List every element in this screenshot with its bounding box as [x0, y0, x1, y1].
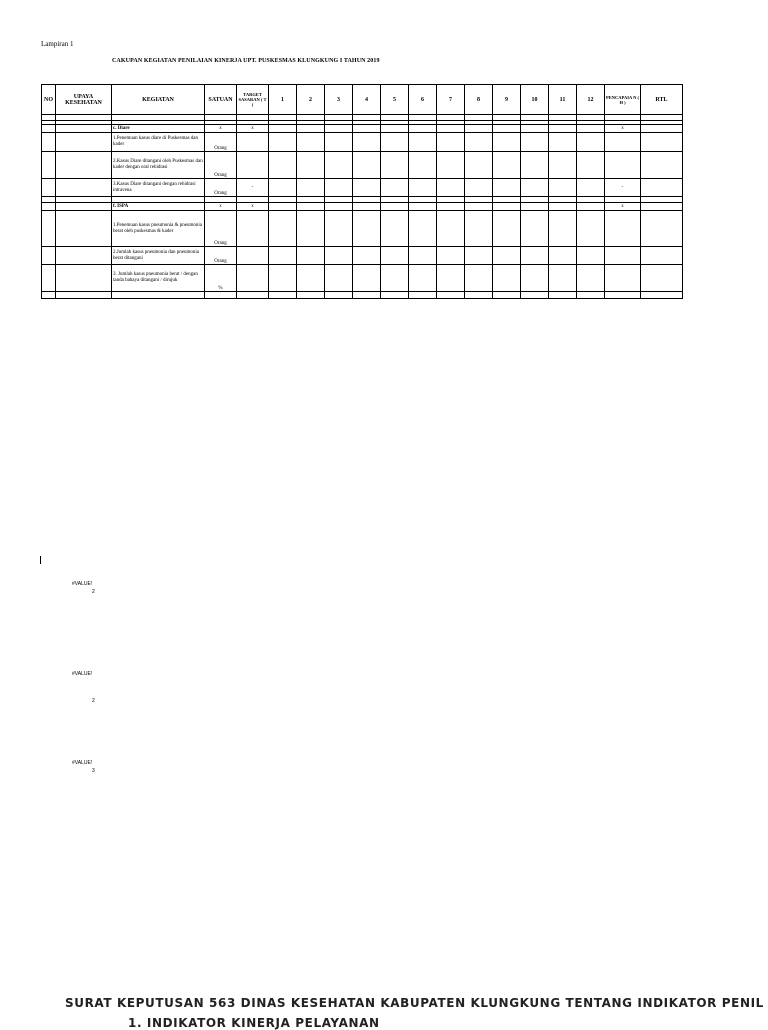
- cell-target: x: [237, 125, 269, 133]
- value-error-3: #VALUE!: [72, 760, 93, 766]
- cell-target: [237, 247, 269, 265]
- cell-rtl: [641, 247, 683, 265]
- cell-month-5: [381, 265, 409, 292]
- table-cell: [409, 292, 437, 299]
- cell-pencapaian: x: [605, 125, 641, 133]
- header-month-6: 6: [409, 85, 437, 115]
- cell-month-1: [269, 179, 297, 197]
- cell-upaya: [56, 247, 112, 265]
- cell-month-11: [549, 247, 577, 265]
- cell-month-1: [269, 247, 297, 265]
- cell-satuan: Orang: [205, 179, 237, 197]
- cell-month-8: [465, 133, 493, 152]
- cell-month-7: [437, 179, 465, 197]
- value-error-1: #VALUE!: [72, 581, 93, 587]
- table-header-row: [42, 85, 683, 115]
- cell-month-2: [297, 152, 325, 179]
- cell-month-1: [269, 133, 297, 152]
- table-cell: [641, 292, 683, 299]
- cell-pencapaian: [605, 211, 641, 247]
- table-cell: [437, 292, 465, 299]
- cell-month-5: [381, 179, 409, 197]
- header-month-11: 11: [549, 85, 577, 115]
- cell-no: [42, 265, 56, 292]
- cell-month-9: [493, 211, 521, 247]
- cell-upaya: [56, 211, 112, 247]
- cell-kegiatan: 2.Jumlah kasus pneumonia dan pneumonia berat ditangani: [112, 247, 205, 265]
- cell-no: [42, 211, 56, 247]
- header-month-1: 1: [269, 85, 297, 115]
- header-upaya: UPAYA KESEHATAN: [56, 85, 112, 115]
- header-month-2: 2: [297, 85, 325, 115]
- cell-target: [237, 211, 269, 247]
- cell-pencapaian: [605, 265, 641, 292]
- value-number-3: 3: [92, 768, 95, 774]
- cell-month-6: [409, 152, 437, 179]
- cell-satuan: %: [205, 265, 237, 292]
- cell-month-7: [437, 203, 465, 211]
- cell-month-2: [297, 211, 325, 247]
- cell-month-7: [437, 247, 465, 265]
- cell-month-10: [521, 125, 549, 133]
- header-month-10: 10: [521, 85, 549, 115]
- cell-month-12: [577, 152, 605, 179]
- cell-month-3: [325, 265, 353, 292]
- cell-no: [42, 125, 56, 133]
- header-month-8: 8: [465, 85, 493, 115]
- cell-pencapaian: [605, 133, 641, 152]
- cell-month-8: [465, 211, 493, 247]
- cell-rtl: [641, 152, 683, 179]
- cell-month-3: [325, 247, 353, 265]
- table-row: [42, 125, 683, 133]
- cell-target: [237, 133, 269, 152]
- value-number-2: 2: [92, 698, 95, 704]
- cell-satuan: Orang: [205, 211, 237, 247]
- cell-month-4: [353, 265, 381, 292]
- cell-no: [42, 179, 56, 197]
- table-row: [42, 152, 683, 179]
- table-row: [42, 247, 683, 265]
- footer-subtitle: 1. INDIKATOR KINERJA PELAYANAN: [128, 1016, 380, 1030]
- cell-month-6: [409, 133, 437, 152]
- cell-month-6: [409, 211, 437, 247]
- cell-month-1: [269, 203, 297, 211]
- cell-rtl: [641, 211, 683, 247]
- cell-kegiatan: 3. Jumlah kasus pneumonia berat / dengan tanda bahaya ditangani / dirujuk: [112, 265, 205, 292]
- cell-month-4: [353, 179, 381, 197]
- cell-upaya: [56, 265, 112, 292]
- cell-month-4: [353, 247, 381, 265]
- table-cell: [42, 292, 56, 299]
- cell-kegiatan: 2.Kasus Diare ditangani oleh Puskesmas dan kader dengan oral rehidrasi: [112, 152, 205, 179]
- cell-satuan: Orang: [205, 152, 237, 179]
- cell-month-12: [577, 265, 605, 292]
- cell-month-9: [493, 133, 521, 152]
- cell-month-6: [409, 203, 437, 211]
- cell-upaya: [56, 152, 112, 179]
- cell-month-3: [325, 152, 353, 179]
- cell-upaya: [56, 125, 112, 133]
- header-rtl: RTL: [641, 85, 683, 115]
- table-cell: [297, 292, 325, 299]
- header-no: NO: [42, 85, 56, 115]
- cell-month-12: [577, 203, 605, 211]
- blank-row: [42, 292, 683, 299]
- cell-pencapaian: x: [605, 203, 641, 211]
- table-row: [42, 179, 683, 197]
- table-cell: [269, 292, 297, 299]
- cell-month-11: [549, 211, 577, 247]
- cell-kegiatan: 1.Penemuan kasus diare di Puskesmas dan kader: [112, 133, 205, 152]
- cell-month-5: [381, 211, 409, 247]
- cell-month-9: [493, 247, 521, 265]
- cell-month-6: [409, 125, 437, 133]
- header-target: TARGET SASARAN ( T ): [237, 85, 269, 115]
- cell-pencapaian: [605, 152, 641, 179]
- header-kegiatan: KEGIATAN: [112, 85, 205, 115]
- cell-month-6: [409, 247, 437, 265]
- cell-month-5: [381, 152, 409, 179]
- cell-month-8: [465, 152, 493, 179]
- cell-month-11: [549, 125, 577, 133]
- header-month-12: 12: [577, 85, 605, 115]
- cell-month-3: [325, 179, 353, 197]
- cell-month-9: [493, 125, 521, 133]
- cell-month-3: [325, 133, 353, 152]
- header-month-7: 7: [437, 85, 465, 115]
- cell-month-8: [465, 265, 493, 292]
- cell-target: -: [237, 179, 269, 197]
- table-cell: [381, 292, 409, 299]
- cell-month-7: [437, 125, 465, 133]
- cell-pencapaian: -: [605, 179, 641, 197]
- table-cell: [549, 292, 577, 299]
- table-cell: [521, 292, 549, 299]
- cell-no: [42, 152, 56, 179]
- cell-month-4: [353, 133, 381, 152]
- footer-title: SURAT KEPUTUSAN 563 DINAS KESEHATAN KABUPATEN KLUNGKUNG TENTANG INDIKATOR PENIL: [65, 996, 764, 1010]
- table-cell: [325, 292, 353, 299]
- cell-month-10: [521, 211, 549, 247]
- cell-month-8: [465, 203, 493, 211]
- cell-month-7: [437, 265, 465, 292]
- table-cell: [205, 292, 237, 299]
- cell-month-2: [297, 133, 325, 152]
- cell-month-2: [297, 247, 325, 265]
- cell-month-8: [465, 125, 493, 133]
- cell-month-4: [353, 211, 381, 247]
- table-body: [42, 115, 683, 299]
- table-row: [42, 265, 683, 292]
- table-cell: [465, 292, 493, 299]
- cell-target: [237, 152, 269, 179]
- cell-satuan: Orang: [205, 133, 237, 152]
- cell-pencapaian: [605, 247, 641, 265]
- cell-month-9: [493, 179, 521, 197]
- header-month-3: 3: [325, 85, 353, 115]
- table-cell: [605, 292, 641, 299]
- cell-month-12: [577, 247, 605, 265]
- cell-upaya: [56, 179, 112, 197]
- cell-month-2: [297, 265, 325, 292]
- cell-month-12: [577, 211, 605, 247]
- cell-month-4: [353, 152, 381, 179]
- cell-month-1: [269, 125, 297, 133]
- cell-rtl: [641, 179, 683, 197]
- cell-month-5: [381, 125, 409, 133]
- cell-month-3: [325, 211, 353, 247]
- header-satuan: SATUAN: [205, 85, 237, 115]
- table-cell: [493, 292, 521, 299]
- cell-month-6: [409, 265, 437, 292]
- performance-table: [41, 84, 683, 299]
- header-month-9: 9: [493, 85, 521, 115]
- cell-rtl: [641, 265, 683, 292]
- cell-month-8: [465, 247, 493, 265]
- cell-month-4: [353, 203, 381, 211]
- table-cell: [56, 292, 112, 299]
- cell-month-11: [549, 265, 577, 292]
- header-month-5: 5: [381, 85, 409, 115]
- cell-month-7: [437, 152, 465, 179]
- cell-satuan: Orang: [205, 247, 237, 265]
- cell-month-8: [465, 179, 493, 197]
- cell-month-1: [269, 152, 297, 179]
- cell-month-12: [577, 179, 605, 197]
- cell-month-2: [297, 179, 325, 197]
- cell-month-10: [521, 247, 549, 265]
- cell-upaya: [56, 133, 112, 152]
- cell-no: [42, 203, 56, 211]
- cell-month-7: [437, 133, 465, 152]
- table-row: [42, 133, 683, 152]
- cell-upaya: [56, 203, 112, 211]
- cell-month-10: [521, 179, 549, 197]
- cell-month-11: [549, 179, 577, 197]
- cell-month-9: [493, 265, 521, 292]
- cell-month-1: [269, 211, 297, 247]
- table-row: [42, 203, 683, 211]
- cell-month-10: [521, 152, 549, 179]
- cell-month-9: [493, 152, 521, 179]
- cell-kegiatan: c. Diare: [112, 125, 205, 133]
- document-title: CAKUPAN KEGIATAN PENILAIAN KINERJA UPT. PUSKESMAS KLUNGKUNG I TAHUN 2019: [112, 58, 380, 64]
- table-row: [42, 211, 683, 247]
- cell-kegiatan: 3.Kasus Diare ditangani dengan rehidrasi intravena: [112, 179, 205, 197]
- cell-month-12: [577, 125, 605, 133]
- cell-month-11: [549, 133, 577, 152]
- cell-month-10: [521, 203, 549, 211]
- table-cell: [112, 292, 205, 299]
- lampiran-label: Lampiran 1: [41, 40, 74, 48]
- cell-rtl: [641, 203, 683, 211]
- cell-month-2: [297, 203, 325, 211]
- cell-month-11: [549, 152, 577, 179]
- cell-month-5: [381, 203, 409, 211]
- cell-month-12: [577, 133, 605, 152]
- cell-month-1: [269, 265, 297, 292]
- cell-satuan: x: [205, 125, 237, 133]
- cell-month-7: [437, 211, 465, 247]
- cell-month-5: [381, 247, 409, 265]
- cell-month-5: [381, 133, 409, 152]
- cell-month-10: [521, 265, 549, 292]
- cell-target: [237, 265, 269, 292]
- cell-month-9: [493, 203, 521, 211]
- cell-month-11: [549, 203, 577, 211]
- cell-kegiatan: f. ISPA: [112, 203, 205, 211]
- cell-month-4: [353, 125, 381, 133]
- table-cell: [577, 292, 605, 299]
- cell-month-6: [409, 179, 437, 197]
- table-cell: [353, 292, 381, 299]
- cell-no: [42, 247, 56, 265]
- header-month-4: 4: [353, 85, 381, 115]
- cell-month-10: [521, 133, 549, 152]
- cell-target: x: [237, 203, 269, 211]
- cell-month-2: [297, 125, 325, 133]
- cell-satuan: x: [205, 203, 237, 211]
- cell-month-3: [325, 125, 353, 133]
- value-number-1: 2: [92, 589, 95, 595]
- cell-month-3: [325, 203, 353, 211]
- cell-no: [42, 133, 56, 152]
- value-error-2: #VALUE!: [72, 671, 93, 677]
- cell-rtl: [641, 125, 683, 133]
- cell-rtl: [641, 133, 683, 152]
- cell-kegiatan: 1.Penemuan kasus pneumonia & pneumonia berat oleh puskesmas & kader: [112, 211, 205, 247]
- header-pencapaian: PENCAPAIA N ( H ): [605, 85, 641, 115]
- table-cell: [237, 292, 269, 299]
- text-cursor: [40, 556, 41, 564]
